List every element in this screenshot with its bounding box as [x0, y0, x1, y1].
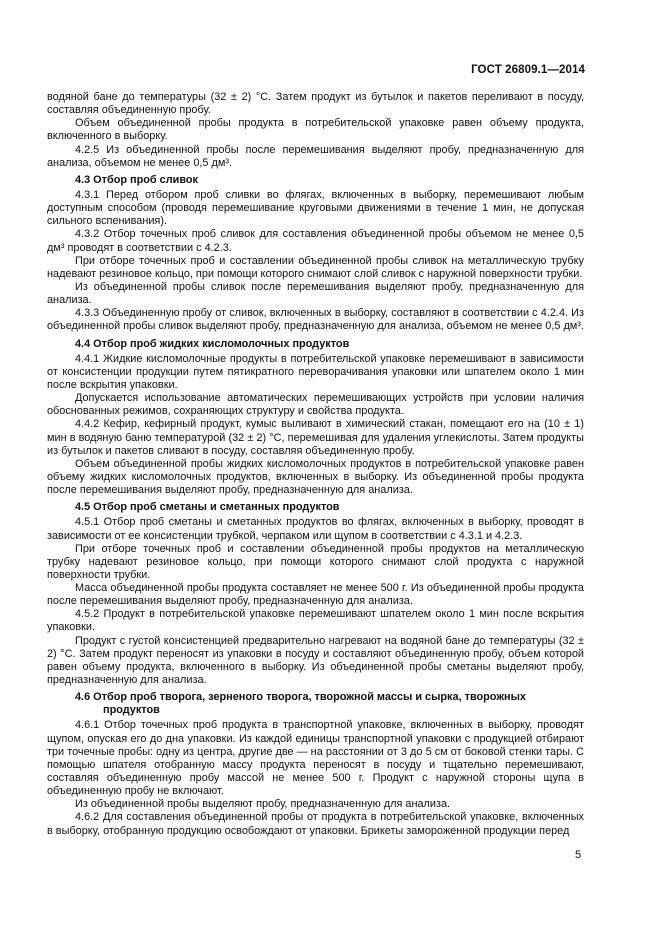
paragraph: Из объединенной пробы сливок после перемешивания выделяют пробу, предназначенную для анализа.: [47, 280, 584, 307]
paragraph: Объем объединенной пробы жидких кисломолочных продуктов в потребительской упаковке равен объему жидких кисломолочных продуктов, включенных в выборку. Из объединенной пробы продукта после перемешивания выделяют пробу, предназначенную для анализа.: [47, 457, 584, 497]
page-number: 5: [575, 849, 582, 861]
paragraph: Объем объединенной пробы продукта в потребительской упаковке равен объему продукта, включенного в выборку.: [47, 117, 584, 143]
section-heading-4-6-line1: 4.6 Отбор проб творога, зерненого творога, творожной массы и сырка, творожных: [75, 691, 526, 704]
paragraph-4-3-1: 4.3.1 Перед отбором проб сливки во флягах, включенных в выборку, перемешивают любым доступным способом (проводя перемешивание круговыми движениями в течение 1 мин, не допуская сильного вспенивания).: [47, 188, 584, 228]
section-heading-4-6-line2: продуктов: [103, 704, 160, 717]
paragraph: Из объединенной пробы выделяют пробу, предназначенную для анализа.: [75, 798, 451, 811]
paragraph-4-6-2: 4.6.2 Для составления объединенной пробы от продукта в потребительской упаковке, включенных в выборку, отобранную продукцию освобождают от упаковки. Брикеты замороженной продукции перед: [47, 811, 584, 837]
paragraph: Продукт с густой консистенцией предварительно нагревают на водяной бане до температуры (32 ± 2) °С. Затем продукт переносят из упаковки в посуду и составляют объединенную пробу, объем которой равен объему продукта, включенного в выборку. Из объединенной пробы сметаны выделяют пробу, предназначенную для анализа.: [47, 634, 584, 687]
paragraph: Допускается использование автоматических перемешивающих устройств при условии наличия обоснованных режимов, сохраняющих структуру и свойства продукта.: [47, 392, 584, 418]
paragraph: При отборе точечных проб и составлении объединенной пробы продуктов на металлическую трубку надевают резиновое кольцо, при помощи которого снимают слой продукта с наружной поверхности трубки.: [47, 542, 584, 581]
section-heading-4-5: 4.5 Отбор проб сметаны и сметанных продуктов: [75, 501, 340, 514]
paragraph-4-4-2: 4.4.2 Кефир, кефирный продукт, кумыс выливают в химический стакан, помещают его на (10 ± 1) мин в водяную баню температурой (32 ± 2) °С, перемешивая для удаления углекислоты. Затем продукты из бутылок и пакетов сливают в посуду, составляя объединенную пробу.: [47, 418, 584, 457]
paragraph: Масса объединенной пробы продукта составляет не менее 500 г. Из объединенной пробы продукта после перемешивания выделяют пробу, предназначенную для анализа.: [47, 582, 584, 608]
section-heading-4-3: 4.3 Отбор проб сливок: [75, 173, 198, 186]
paragraph-4-5-1: 4.5.1 Отбор проб сметаны и сметанных продуктов во флягах, включенных в выборку, проводят в зависимости от ее консистенции трубкой, черпаком или щупом в соответствии с 4.3.1 и 4.2.3.: [47, 516, 584, 542]
paragraph-4-3-2: 4.3.2 Отбор точечных проб сливок для составления объединенной пробы объемом не менее 0,5 дм³ проводят в соответствии с 4.2.3.: [47, 228, 584, 254]
section-heading-4-6: [47, 691, 584, 717]
document-body: [47, 91, 584, 838]
paragraph: водяной бане до температуры (32 ± 2) °С. Затем продукт из бутылок и пакетов переливают в посуду, составляя объединенную пробу.: [47, 91, 584, 117]
paragraph-4-3-3: 4.3.3 Объединенную пробу от сливок, включенных в выборку, составляют в соответствии с 4.2.4. Из объединенной пробы сливок выделяют пробу, предназначенную для анализа, объемом не менее 0,5 дм³.: [47, 307, 584, 333]
document-header-id: ГОСТ 26809.1—2014: [471, 64, 585, 76]
paragraph-4-5-2: 4.5.2 Продукт в потребительской упаковке перемешивают шпателем около 1 мин после вскрытия упаковки.: [47, 608, 584, 634]
paragraph-4-6-1: 4.6.1 Отбор точечных проб продукта в транспортной упаковке, включенных в выборку, проводят щупом, опуская его до дна упаковки. Из каждой единицы транспортной упаковки с продукцией отбирают три точечные пробы: одну из центра, другие две — на расстоянии от 3 до 5 см от боковой стенки тары. С помощью шпателя отобранную массу продукта переносят в посуду и тщательно перемешивают, составляя объединенную пробу массой не менее 500 г. Продукт с наружной стороны щупа в объединенную пробу не включают.: [47, 719, 584, 798]
paragraph-4-2-5: 4.2.5 Из объединенной пробы после перемешивания выделяют пробу, предназначенную для анализа, объемом не менее 0,5 дм³.: [47, 143, 584, 169]
paragraph-4-4-1: 4.4.1 Жидкие кисломолочные продукты в потребительской упаковке перемешивают в зависимости от консистенции продукции путем пятикратного переворачивания упаковки или шпателем около 1 мин после вскрытия упаковки.: [47, 352, 584, 391]
section-heading-4-4: 4.4 Отбор проб жидких кисломолочных продуктов: [75, 337, 350, 350]
paragraph: При отборе точечных проб и составлении объединенной пробы сливок на металлическую трубку надевают резиновое кольцо, при помощи которого снимают слой сливок с наружной поверхности трубки.: [47, 254, 584, 280]
